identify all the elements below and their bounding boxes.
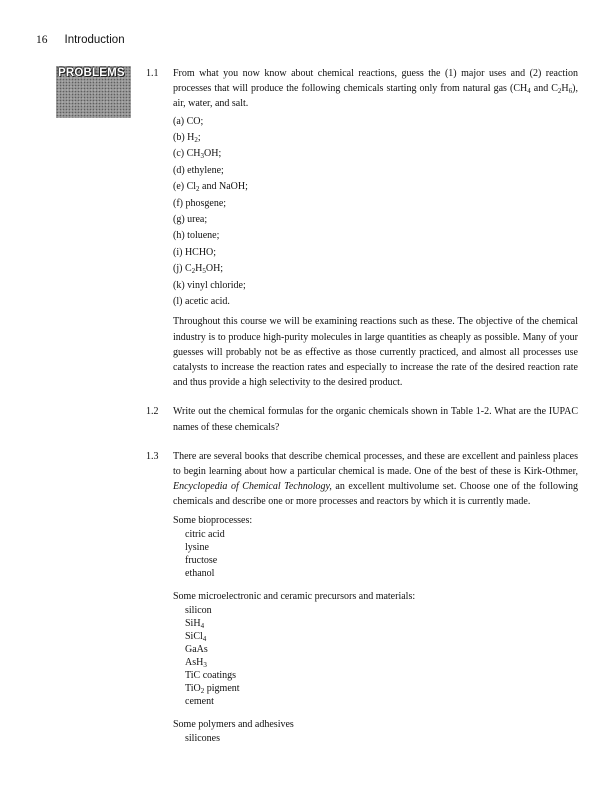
list-item: (h) toluene;: [173, 230, 220, 242]
problem-1-1: [146, 66, 578, 112]
problem-1-2: [146, 404, 578, 434]
list-item: silicones: [185, 733, 220, 745]
list-item: GaAs: [185, 643, 208, 655]
list-item: (b) $H_2$;: [173, 132, 201, 144]
problems-section: [146, 66, 578, 745]
list-item: (g) urea;: [173, 213, 208, 225]
polymers-list: [185, 732, 578, 745]
list-item: cement: [185, 695, 214, 707]
list-item: silicon: [185, 604, 212, 616]
list-item: (d) ethylene;: [173, 164, 224, 176]
problem-text: From what you now know about chemical reactions, guess the (1) major uses and (2) reaction processes that will produce the following chemicals starting only from natural gas ($CH_4$ and $C_2H_6$), air, water, and salt.: [173, 68, 578, 110]
problem-number: 1.3: [146, 450, 159, 462]
page-header: [36, 34, 125, 46]
list-item: citric acid: [185, 528, 225, 540]
microelectronic-list: [185, 604, 578, 708]
running-title: Introduction: [64, 34, 125, 46]
list-item: TiO$_2$ pigment: [185, 682, 240, 695]
book-reference: Encyclopedia of Chemical Technology,: [173, 481, 332, 493]
list-item: (i) HCHO;: [173, 246, 217, 258]
list-item: (k) vinyl chloride;: [173, 279, 246, 291]
list-item: AsH$_3$: [185, 656, 207, 669]
bioprocesses-heading: Some bioprocesses:: [173, 514, 253, 526]
problem-text: There are several books that describe chemical processes, and these are excellent and painless places to begin learning about how a particular chemical is made. One of the best of these is Kirk-Othmer, Encyclopedia of Chemical Technology, an excellent multivolume set. Choose one of the following chemicals and describe one or more processes and reactors by which it is currently made.: [173, 450, 578, 508]
list-item: (a) CO;: [173, 115, 204, 127]
microelectronic-heading: Some microelectronic and ceramic precursors and materials:: [173, 590, 416, 602]
list-item: (f) phosgene;: [173, 197, 227, 209]
problems-badge-label: PROBLEMS: [58, 67, 125, 79]
list-item: ethanol: [185, 567, 215, 579]
list-item: (j) $C_2H_5OH$;: [173, 263, 224, 276]
list-item: (e) $Cl_2$ and NaOH;: [173, 181, 248, 194]
chemical-list: [173, 114, 578, 311]
problem-paragraph: Throughout this course we will be examining reactions such as these. The objective of the chemical industry is to produce high-purity molecules in large quantities as cheaply as possible. Many of your guesses will probably not be as effective as those currently practiced, and almost all processes use catalysts to increase the reaction rates and especially to increase the rate of the desired reaction rate and thus provide a high selectivity to the desired product.: [173, 316, 578, 389]
list-item: fructose: [185, 554, 218, 566]
list-item: TiC coatings: [185, 669, 237, 681]
problem-1-3: [146, 449, 578, 510]
bioprocesses-list: [185, 528, 578, 580]
page-number: 16: [36, 34, 48, 46]
problem-number: 1.1: [146, 68, 159, 79]
polymers-heading: Some polymers and adhesives: [173, 718, 294, 730]
list-item: (c) $CH_3OH$;: [173, 148, 222, 161]
list-item: (l) acetic acid.: [173, 295, 230, 307]
list-item: SiH$_4$: [185, 617, 205, 630]
problem-text: Write out the chemical formulas for the organic chemicals shown in Table 1-2. What are the IUPAC names of these chemicals?: [173, 406, 578, 433]
list-item: SiCl$_4$: [185, 630, 207, 643]
problems-badge: [56, 66, 131, 118]
list-item: lysine: [185, 541, 209, 553]
problem-number: 1.2: [146, 406, 159, 418]
